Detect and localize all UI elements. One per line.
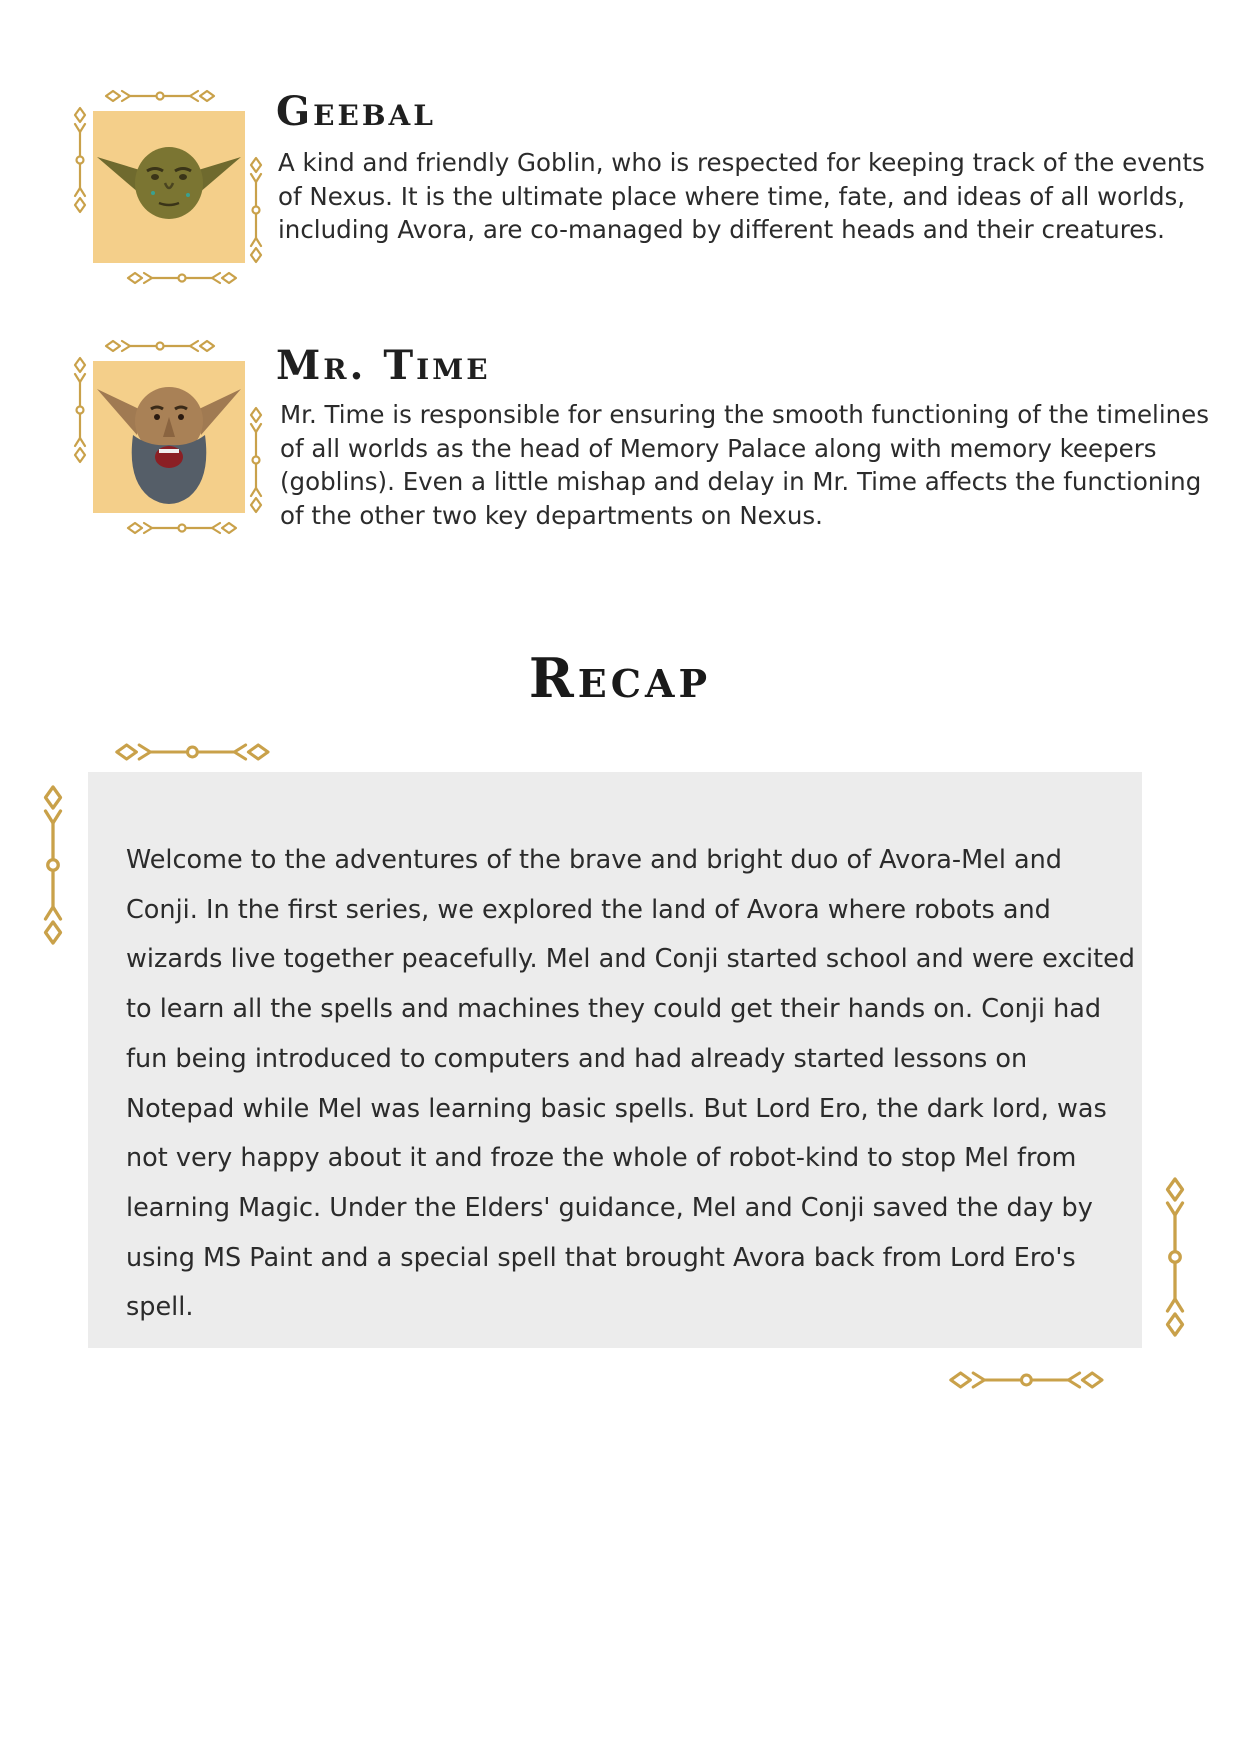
goblin-face-icon [93,111,245,263]
recap-heading: Recap [528,646,712,710]
bearded-goblin-face-icon [93,361,245,513]
ornament-horizontal-icon [932,1366,1132,1394]
ornament-vertical-icon [246,406,266,518]
portrait-mr-time [93,361,245,513]
ornament-vertical-icon [70,356,90,468]
ornament-horizontal-icon [104,86,224,106]
ornament-horizontal-icon [104,336,224,356]
character-name: Geebal [276,88,436,135]
ornament-vertical-icon [1160,1160,1190,1360]
ornament-horizontal-icon [126,518,246,538]
character-description: Mr. Time is responsible for ensuring the smooth functioning of the timelines of all worlds as the head of Memory Palace along with memory keepers (goblins). Even a little mishap and delay in Mr. Time affects the functioning of the other two key departments on Nexus. [280,400,1210,530]
ornament-vertical-icon [246,156,266,268]
ornament-horizontal-icon [98,738,298,766]
ornament-vertical-icon [70,106,90,218]
portrait-geebal [93,111,245,263]
ornament-horizontal-icon [126,268,246,288]
ornament-vertical-icon [38,768,68,968]
character-name: Mr. Time [276,342,491,389]
character-description: A kind and friendly Goblin, who is respected for keeping track of the events of Nexus. It is the ultimate place where time, fate, and ideas of all worlds, including Avora, are co-managed by different heads and their creatures. [278,148,1205,244]
recap-body: Welcome to the adventures of the brave and bright duo of Avora-Mel and Conji. In the first series, we explored the land of Avora where robots and wizards live together peacefully. Mel and Conji started school and were excited to learn all the spells and machines they could get their hands on. Conji had fun being introduced to computers and had already started lessons on Notepad while Mel was learning basic spells. But Lord Ero, the dark lord, was not very happy about it and froze the whole of robot-kind to stop Mel from learning Magic. Under the Elders' guidance, Mel and Conji saved the day by using MS Paint and a special spell that brought Avora back from Lord Ero's spell. [126,845,1135,1323]
